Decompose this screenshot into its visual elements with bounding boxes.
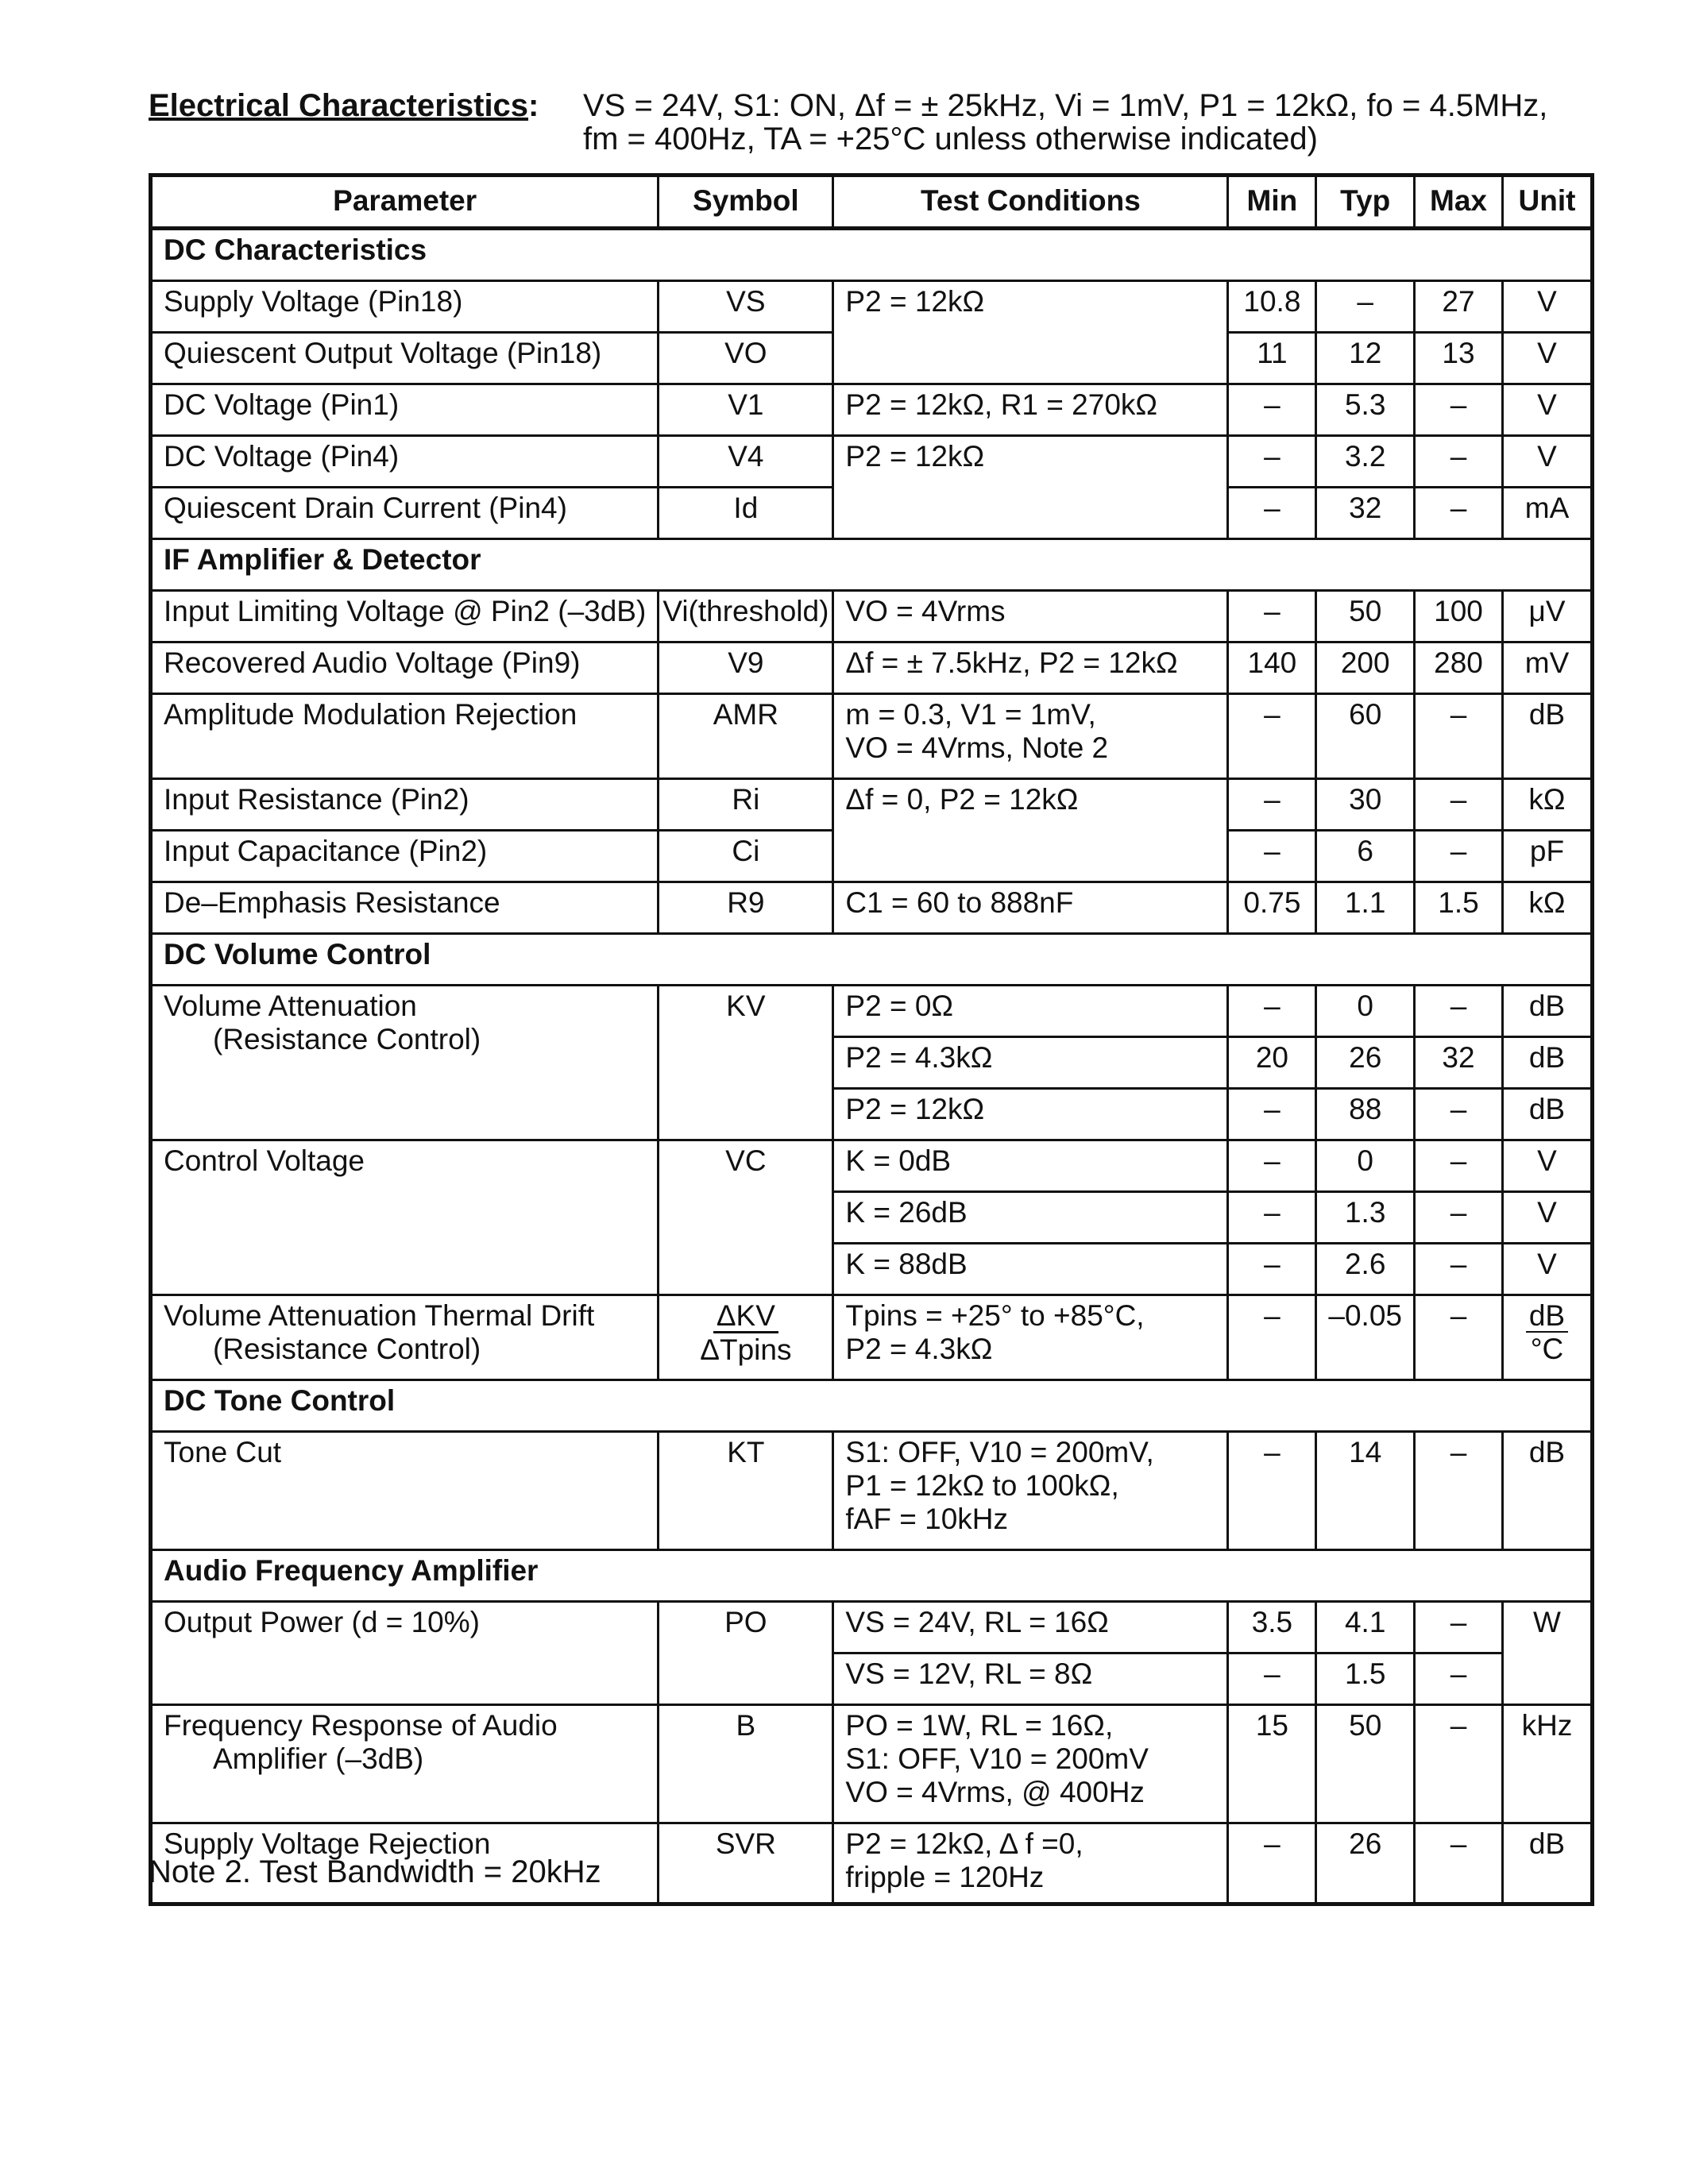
- condition-line: fripple = 120Hz: [845, 1861, 1045, 1893]
- condition-cell: [833, 1295, 1228, 1380]
- col-header-parameter: Parameter: [151, 176, 659, 229]
- condition-cell: C1 = 60 to 888nF: [833, 882, 1228, 934]
- section-dc-characteristics: DC Characteristics: [151, 229, 1593, 281]
- condition-line: S1: OFF, V10 = 200mV: [845, 1742, 1149, 1775]
- unit-cell: dB: [1503, 1823, 1593, 1904]
- typ-cell: 3.2: [1316, 436, 1415, 488]
- typ-cell: –: [1316, 281, 1415, 333]
- condition-line: P2 = 12kΩ, Δ f =0,: [845, 1827, 1083, 1860]
- typ-cell: –0.05: [1316, 1295, 1415, 1380]
- section-row: [151, 1380, 1593, 1432]
- global-conditions-line-1: VS = 24V, S1: ON, Δf = ± 25kHz, Vi = 1mV, P1 = 12kΩ, fo = 4.5MHz,: [583, 88, 1548, 123]
- condition-line: Tpins = +25° to +85°C,: [845, 1299, 1145, 1332]
- unit-cell: μV: [1503, 591, 1593, 642]
- param-cell: [151, 1295, 659, 1380]
- condition-line: P2 = 4.3kΩ: [845, 1333, 993, 1365]
- section-title: Electrical Characteristics: [149, 88, 529, 123]
- condition-cell: VO = 4Vrms: [833, 591, 1228, 642]
- symbol-cell: Id: [659, 488, 833, 539]
- max-cell: –: [1415, 1602, 1503, 1653]
- min-cell: –: [1228, 1192, 1316, 1244]
- symbol-cell: KT: [659, 1432, 833, 1550]
- condition-cell: [833, 1705, 1228, 1823]
- max-cell: –: [1415, 1140, 1503, 1192]
- title-colon: :: [528, 88, 539, 123]
- min-cell: –: [1228, 591, 1316, 642]
- max-cell: –: [1415, 488, 1503, 539]
- footnote: Note 2. Test Bandwidth = 20kHz: [149, 1854, 601, 1889]
- unit-cell: V: [1503, 384, 1593, 436]
- col-header-test-conditions: Test Conditions: [833, 176, 1228, 229]
- min-cell: –: [1228, 986, 1316, 1037]
- col-header-symbol: Symbol: [659, 176, 833, 229]
- param-cell: De–Emphasis Resistance: [151, 882, 659, 934]
- max-cell: –: [1415, 1295, 1503, 1380]
- unit-cell: V: [1503, 1192, 1593, 1244]
- typ-cell: 60: [1316, 694, 1415, 779]
- condition-cell: Δf = 0, P2 = 12kΩ: [833, 779, 1228, 882]
- min-cell: 10.8: [1228, 281, 1316, 333]
- unit-cell: kΩ: [1503, 882, 1593, 934]
- max-cell: –: [1415, 1823, 1503, 1904]
- condition-cell: [833, 694, 1228, 779]
- typ-cell: 12: [1316, 333, 1415, 384]
- min-cell: –: [1228, 1295, 1316, 1380]
- symbol-cell: VS: [659, 281, 833, 333]
- symbol-cell: B: [659, 1705, 833, 1823]
- section-audio-frequency-amplifier: Audio Frequency Amplifier: [151, 1550, 1593, 1602]
- global-conditions-line-2: fm = 400Hz, TA = +25°C unless otherwise indicated): [583, 122, 1318, 156]
- typ-cell: 0: [1316, 1140, 1415, 1192]
- unit-cell: dB: [1503, 1432, 1593, 1550]
- unit-numerator: dB: [1526, 1301, 1568, 1333]
- param-cell: Control Voltage: [151, 1140, 659, 1295]
- table-row: [151, 642, 1593, 694]
- condition-cell: P2 = 12kΩ, R1 = 270kΩ: [833, 384, 1228, 436]
- max-cell: –: [1415, 779, 1503, 831]
- symbol-cell: Vi(threshold): [659, 591, 833, 642]
- symbol-cell: R9: [659, 882, 833, 934]
- symbol-cell: [659, 1295, 833, 1380]
- min-cell: 11: [1228, 333, 1316, 384]
- table-row: [151, 882, 1593, 934]
- typ-cell: 1.1: [1316, 882, 1415, 934]
- min-cell: –: [1228, 384, 1316, 436]
- min-cell: –: [1228, 436, 1316, 488]
- max-cell: 280: [1415, 642, 1503, 694]
- param-line: (Resistance Control): [213, 1333, 481, 1365]
- table-row: [151, 694, 1593, 779]
- typ-cell: 6: [1316, 831, 1415, 882]
- unit-cell: dB: [1503, 1037, 1593, 1089]
- unit-cell: pF: [1503, 831, 1593, 882]
- max-cell: –: [1415, 1653, 1503, 1705]
- unit-cell: mV: [1503, 642, 1593, 694]
- unit-cell: dB: [1503, 694, 1593, 779]
- symbol-cell: V4: [659, 436, 833, 488]
- max-cell: –: [1415, 436, 1503, 488]
- symbol-cell: V1: [659, 384, 833, 436]
- typ-cell: 200: [1316, 642, 1415, 694]
- condition-cell: P2 = 0Ω: [833, 986, 1228, 1037]
- param-cell: Output Power (d = 10%): [151, 1602, 659, 1705]
- condition-cell: P2 = 12kΩ: [833, 281, 1228, 384]
- max-cell: 100: [1415, 591, 1503, 642]
- min-cell: –: [1228, 1089, 1316, 1140]
- unit-cell: dB: [1503, 986, 1593, 1037]
- condition-cell: P2 = 12kΩ: [833, 436, 1228, 539]
- min-cell: –: [1228, 1823, 1316, 1904]
- min-cell: 3.5: [1228, 1602, 1316, 1653]
- min-cell: 0.75: [1228, 882, 1316, 934]
- min-cell: –: [1228, 1244, 1316, 1295]
- symbol-cell: Ci: [659, 831, 833, 882]
- symbol-cell: Ri: [659, 779, 833, 831]
- unit-cell: V: [1503, 1244, 1593, 1295]
- table-row: [151, 281, 1593, 333]
- unit-cell: W: [1503, 1602, 1593, 1705]
- col-header-min: Min: [1228, 176, 1316, 229]
- min-cell: –: [1228, 1140, 1316, 1192]
- section-if-amplifier: IF Amplifier & Detector: [151, 539, 1593, 591]
- condition-cell: P2 = 4.3kΩ: [833, 1037, 1228, 1089]
- unit-cell: dB: [1503, 1089, 1593, 1140]
- typ-cell: 4.1: [1316, 1602, 1415, 1653]
- unit-cell: mA: [1503, 488, 1593, 539]
- section-dc-volume-control: DC Volume Control: [151, 934, 1593, 986]
- col-header-unit: Unit: [1503, 176, 1593, 229]
- min-cell: –: [1228, 831, 1316, 882]
- max-cell: –: [1415, 1192, 1503, 1244]
- param-cell: Amplitude Modulation Rejection: [151, 694, 659, 779]
- typ-cell: 26: [1316, 1823, 1415, 1904]
- condition-line: fAF = 10kHz: [845, 1503, 1009, 1535]
- global-test-conditions: [583, 89, 1547, 156]
- condition-line: m = 0.3, V1 = 1mV,: [845, 698, 1096, 731]
- min-cell: –: [1228, 779, 1316, 831]
- param-line: Frequency Response of Audio: [164, 1709, 558, 1742]
- section-dc-tone-control: DC Tone Control: [151, 1380, 1593, 1432]
- table-row: [151, 1705, 1593, 1823]
- unit-cell: kΩ: [1503, 779, 1593, 831]
- unit-cell: V: [1503, 1140, 1593, 1192]
- min-cell: –: [1228, 694, 1316, 779]
- table-row: [151, 436, 1593, 488]
- symbol-cell: SVR: [659, 1823, 833, 1904]
- typ-cell: 32: [1316, 488, 1415, 539]
- table-row: [151, 384, 1593, 436]
- condition-cell: P2 = 12kΩ: [833, 1089, 1228, 1140]
- condition-cell: K = 26dB: [833, 1192, 1228, 1244]
- condition-line: PO = 1W, RL = 16Ω,: [845, 1709, 1114, 1742]
- unit-cell: kHz: [1503, 1705, 1593, 1823]
- condition-line: P1 = 12kΩ to 100kΩ,: [845, 1469, 1119, 1502]
- unit-cell: [1503, 1295, 1593, 1380]
- param-cell: Tone Cut: [151, 1432, 659, 1550]
- param-cell: Supply Voltage Rejection: [151, 1823, 659, 1904]
- condition-line: VO = 4Vrms, @ 400Hz: [845, 1776, 1145, 1808]
- symbol-cell: PO: [659, 1602, 833, 1705]
- typ-cell: 30: [1316, 779, 1415, 831]
- unit-cell: V: [1503, 333, 1593, 384]
- col-header-max: Max: [1415, 176, 1503, 229]
- symbol-cell: KV: [659, 986, 833, 1140]
- max-cell: –: [1415, 694, 1503, 779]
- param-cell: Recovered Audio Voltage (Pin9): [151, 642, 659, 694]
- param-line: Volume Attenuation: [164, 990, 417, 1022]
- typ-cell: 50: [1316, 591, 1415, 642]
- param-line: Volume Attenuation Thermal Drift: [164, 1299, 595, 1332]
- param-line: Amplifier (–3dB): [213, 1742, 424, 1775]
- min-cell: 20: [1228, 1037, 1316, 1089]
- typ-cell: 88: [1316, 1089, 1415, 1140]
- max-cell: –: [1415, 986, 1503, 1037]
- param-cell: [151, 1705, 659, 1823]
- table-header-row: [151, 176, 1593, 229]
- max-cell: 13: [1415, 333, 1503, 384]
- condition-cell: K = 0dB: [833, 1140, 1228, 1192]
- condition-cell: VS = 12V, RL = 8Ω: [833, 1653, 1228, 1705]
- param-cell: Input Resistance (Pin2): [151, 779, 659, 831]
- condition-cell: Δf = ± 7.5kHz, P2 = 12kΩ: [833, 642, 1228, 694]
- min-cell: –: [1228, 488, 1316, 539]
- col-header-typ: Typ: [1316, 176, 1415, 229]
- typ-cell: 1.5: [1316, 1653, 1415, 1705]
- table-row: [151, 1602, 1593, 1653]
- param-cell: DC Voltage (Pin4): [151, 436, 659, 488]
- param-cell: DC Voltage (Pin1): [151, 384, 659, 436]
- table-row: [151, 779, 1593, 831]
- table-row: [151, 591, 1593, 642]
- table-row: [151, 1295, 1593, 1380]
- max-cell: 27: [1415, 281, 1503, 333]
- typ-cell: 1.3: [1316, 1192, 1415, 1244]
- symbol-cell: V9: [659, 642, 833, 694]
- symbol-numerator: ΔKV: [713, 1301, 778, 1333]
- symbol-denominator: ΔTpins: [700, 1333, 792, 1366]
- param-cell: Supply Voltage (Pin18): [151, 281, 659, 333]
- condition-line: S1: OFF, V10 = 200mV,: [845, 1436, 1154, 1468]
- param-cell: Quiescent Output Voltage (Pin18): [151, 333, 659, 384]
- table-row: [151, 1140, 1593, 1192]
- condition-cell: [833, 1432, 1228, 1550]
- typ-cell: 26: [1316, 1037, 1415, 1089]
- param-line: (Resistance Control): [213, 1023, 481, 1055]
- typ-cell: 2.6: [1316, 1244, 1415, 1295]
- max-cell: 32: [1415, 1037, 1503, 1089]
- condition-cell: K = 88dB: [833, 1244, 1228, 1295]
- max-cell: –: [1415, 1705, 1503, 1823]
- min-cell: –: [1228, 1432, 1316, 1550]
- max-cell: –: [1415, 831, 1503, 882]
- page-header: [149, 88, 1578, 156]
- typ-cell: 5.3: [1316, 384, 1415, 436]
- symbol-cell: VC: [659, 1140, 833, 1295]
- max-cell: –: [1415, 1244, 1503, 1295]
- electrical-characteristics-table: [149, 173, 1594, 1906]
- condition-cell: [833, 1823, 1228, 1904]
- section-row: [151, 229, 1593, 281]
- max-cell: 1.5: [1415, 882, 1503, 934]
- param-cell: [151, 986, 659, 1140]
- condition-line: VO = 4Vrms, Note 2: [845, 731, 1109, 764]
- table-row: [151, 1432, 1593, 1550]
- section-row: [151, 539, 1593, 591]
- unit-cell: V: [1503, 281, 1593, 333]
- typ-cell: 50: [1316, 1705, 1415, 1823]
- max-cell: –: [1415, 1432, 1503, 1550]
- condition-cell: VS = 24V, RL = 16Ω: [833, 1602, 1228, 1653]
- param-cell: Quiescent Drain Current (Pin4): [151, 488, 659, 539]
- section-row: [151, 934, 1593, 986]
- section-row: [151, 1550, 1593, 1602]
- table-row: [151, 986, 1593, 1037]
- max-cell: –: [1415, 384, 1503, 436]
- typ-cell: 14: [1316, 1432, 1415, 1550]
- param-cell: Input Limiting Voltage @ Pin2 (–3dB): [151, 591, 659, 642]
- min-cell: –: [1228, 1653, 1316, 1705]
- symbol-cell: AMR: [659, 694, 833, 779]
- min-cell: 140: [1228, 642, 1316, 694]
- typ-cell: 0: [1316, 986, 1415, 1037]
- symbol-cell: VO: [659, 333, 833, 384]
- param-cell: Input Capacitance (Pin2): [151, 831, 659, 882]
- max-cell: –: [1415, 1089, 1503, 1140]
- min-cell: 15: [1228, 1705, 1316, 1823]
- unit-cell: V: [1503, 436, 1593, 488]
- unit-denominator: °C: [1530, 1333, 1564, 1365]
